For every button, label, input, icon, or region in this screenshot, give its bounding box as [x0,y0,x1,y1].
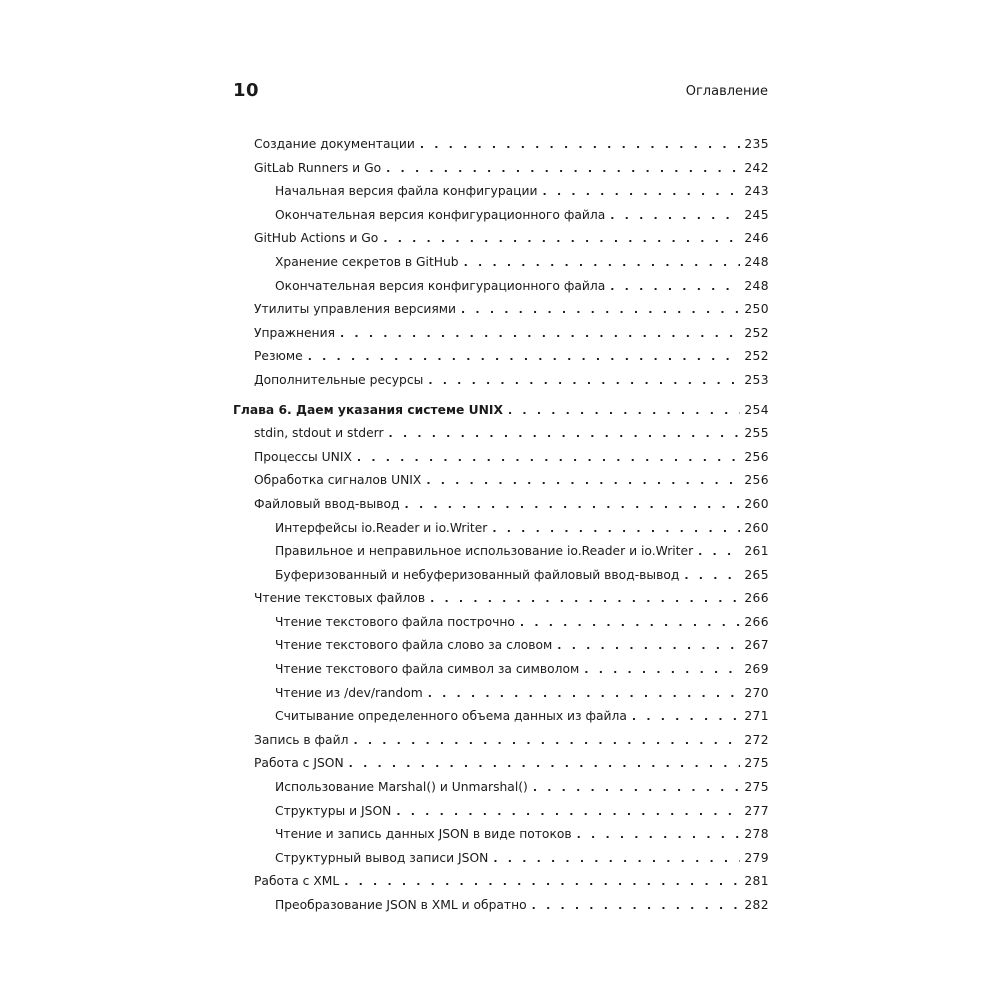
toc-entry-title: GitHub Actions и Go [254,231,379,246]
running-header: Оглавление [685,84,768,99]
toc-entry-page-number: 260 [744,520,769,535]
toc-entry [233,686,769,710]
toc-entry [233,709,769,733]
toc-entry-page-number: 261 [744,544,769,559]
toc-entry-title: Окончательная версия конфигурационного файла [275,278,606,293]
toc-entry-title: Работа с XML [254,874,340,889]
dot-leader [520,616,740,629]
dot-leader [340,327,740,340]
toc-entry-title: Файловый ввод-вывод [254,496,400,511]
toc-entry-title: Обработка сигналов UNIX [254,473,422,488]
toc-entry-page-number: 266 [744,614,769,629]
toc-entry-title: Процессы UNIX [254,449,352,464]
dot-leader [533,781,740,794]
toc-entry-page-number: 272 [744,732,769,747]
toc-entry-title: Буферизованный и небуферизованный файловый ввод-вывод [275,567,680,582]
dot-leader [493,852,740,865]
toc-entry-title: Создание документации [254,137,415,151]
dot-leader [508,404,740,417]
toc-entry-page-number: 279 [744,850,769,865]
toc-entry [233,733,769,757]
dot-leader [428,687,741,700]
toc-entry-page-number: 271 [744,709,769,724]
toc-entry [233,255,769,279]
dot-leader [464,256,741,269]
toc-entry-page-number: 270 [744,685,769,700]
toc-entry [233,497,769,521]
toc-entry [233,279,769,303]
toc-entry-page-number: 269 [744,662,769,677]
toc-entry-page-number: 235 [744,137,769,151]
toc-entry-title: Чтение из /dev/random [275,685,423,700]
dot-leader [389,427,741,440]
toc-entry [233,373,769,397]
toc-entry [233,349,769,373]
toc-entry-title: Запись в файл [254,732,349,747]
toc-entry-title: GitLab Runners и Go [254,160,382,175]
toc-entry-page-number: 278 [744,827,769,842]
toc-entry-title: Структуры и JSON [275,803,392,818]
toc-entry [233,756,769,780]
dot-leader [349,757,741,770]
dot-leader [428,374,740,387]
toc-entry-title: Резюме [254,349,303,364]
toc-entry-title: Преобразование JSON в XML и обратно [275,898,527,912]
toc-entry-title: Дополнительные ресурсы [254,372,424,387]
dot-leader [308,350,741,363]
dot-leader [557,639,740,652]
toc-entry-title: Упражнения [254,325,335,340]
toc-entry-title: Чтение текстового файла слово за словом [275,638,553,653]
toc-entry-page-number: 253 [744,372,769,387]
dot-leader [684,569,740,582]
toc-entry-page-number: 256 [744,449,769,464]
dot-leader [632,710,740,723]
toc-entry-title: Чтение текстовых файлов [254,591,426,606]
toc-entry [233,544,769,568]
toc-entry [233,615,769,639]
toc-entry-page-number: 255 [744,426,769,441]
toc-entry-title: Чтение текстового файла символ за символом [275,662,580,677]
toc-entry [233,302,769,326]
toc-entry-title: Правильное и неправильное использование io.Reader и io.Writer [275,544,694,559]
toc-entry-page-number: 242 [744,160,769,175]
toc-entry [233,521,769,545]
toc-entry-page-number: 248 [744,278,769,293]
toc-entry [233,208,769,232]
toc-entry-page-number: 265 [744,567,769,582]
toc-entry [233,137,769,161]
toc-entry-page-number: 250 [744,302,769,317]
toc-entry-title: Глава 6. Даем указания системе UNIX [233,402,503,417]
toc-entry-page-number: 245 [744,207,769,222]
toc-entry-title: Работа с JSON [254,756,344,771]
toc-entry-title: stdin, stdout и stderr [254,426,384,441]
dot-leader [396,805,740,818]
dot-leader [532,899,741,912]
toc-entry-page-number: 252 [744,325,769,340]
toc-entry-page-number: 254 [744,402,769,417]
toc-chapter-entry [233,403,769,427]
toc-entry [233,591,769,615]
toc-entry [233,231,769,255]
dot-leader [610,209,740,222]
toc-entry-page-number: 256 [744,473,769,488]
dot-leader [357,451,740,464]
table-of-contents [233,137,769,922]
toc-entry-title: Чтение и запись данных JSON в виде потоков [275,827,572,842]
dot-leader [430,592,740,605]
toc-entry-title: Начальная версия файла конфигурации [275,184,538,199]
toc-entry [233,804,769,828]
dot-leader [405,498,741,511]
toc-entry-page-number: 275 [744,756,769,771]
toc-entry-page-number: 246 [744,231,769,246]
toc-entry-title: Окончательная версия конфигурационного файла [275,207,606,222]
dot-leader [698,545,740,558]
toc-entry [233,450,769,474]
toc-entry [233,827,769,851]
toc-entry-page-number: 277 [744,803,769,818]
toc-entry [233,851,769,875]
toc-entry-title: Утилиты управления версиями [254,302,456,317]
dot-leader [353,734,740,747]
toc-entry-title: Использование Marshal() и Unmarshal() [275,780,528,795]
dot-leader [344,875,740,888]
toc-entry-title: Структурный вывод записи JSON [275,850,489,865]
toc-entry [233,426,769,450]
dot-leader [420,138,740,151]
toc-entry-page-number: 243 [744,184,769,199]
toc-entry-page-number: 282 [744,898,769,912]
dot-leader [584,663,740,676]
toc-entry-title: Считывание определенного объема данных из файла [275,709,627,724]
dot-leader [610,280,740,293]
toc-entry [233,568,769,592]
dot-leader [461,303,740,316]
toc-entry [233,874,769,898]
dot-leader [386,162,740,175]
toc-entry-page-number: 260 [744,496,769,511]
toc-entry [233,898,769,922]
dot-leader [492,522,740,535]
toc-entry-page-number: 248 [744,254,769,269]
toc-entry [233,184,769,208]
page-number: 10 [233,80,260,101]
toc-entry [233,473,769,497]
toc-entry-title: Чтение текстового файла построчно [275,614,515,629]
toc-entry [233,326,769,350]
toc-entry-page-number: 275 [744,780,769,795]
dot-leader [383,232,740,245]
toc-entry-page-number: 266 [744,591,769,606]
dot-leader [426,474,740,487]
toc-entry [233,662,769,686]
toc-entry-page-number: 281 [744,874,769,889]
toc-entry-title: Хранение секретов в GitHub [275,254,459,269]
toc-entry-page-number: 252 [744,349,769,364]
dot-leader [577,828,741,841]
toc-entry-title: Интерфейсы io.Reader и io.Writer [275,520,488,535]
toc-entry [233,780,769,804]
toc-entry [233,638,769,662]
dot-leader [543,185,741,198]
toc-entry-page-number: 267 [744,638,769,653]
toc-entry [233,161,769,185]
